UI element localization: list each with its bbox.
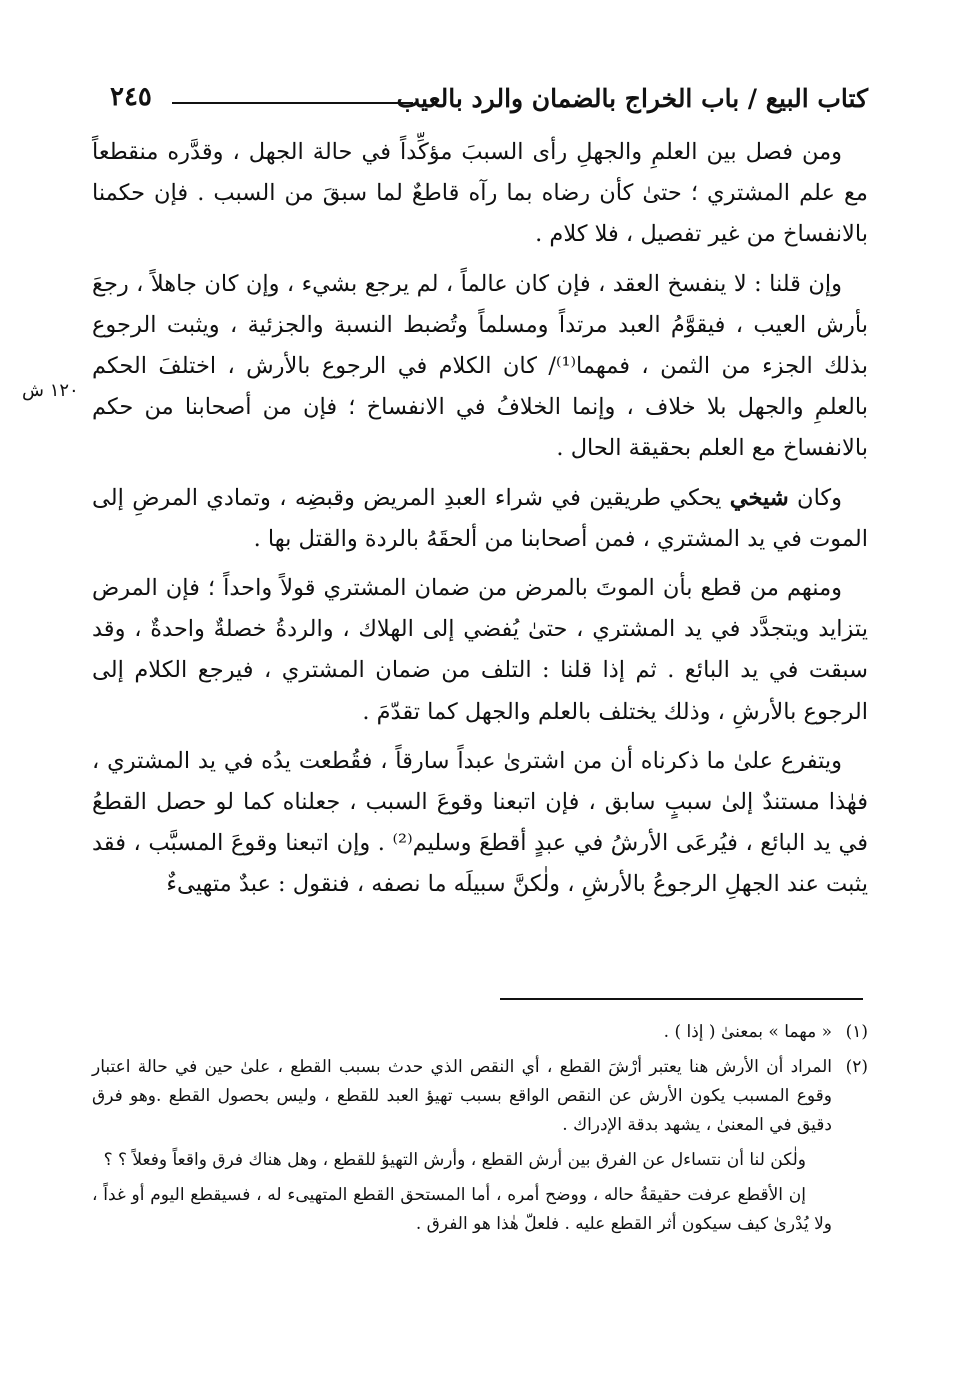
footnote-marker: (١) bbox=[845, 1022, 868, 1042]
footnote bbox=[92, 1018, 868, 1047]
footnote bbox=[92, 1053, 868, 1140]
footnote-continuation bbox=[92, 1181, 832, 1239]
footnote-separator bbox=[500, 998, 863, 1000]
paragraph: ومنهم من قطع بأن الموتَ بالمرض من ضمان المشتري قولاً واحداً ؛ فإن المرض يتزايد ويتجدَّد في يد المشتري ، حتىٰ يُفضي إلى الهلاك ، والردةُ خصلةٌ واحدةٌ ، وقد سبقت في يد البائع . ثم إذا قلنا : التلف من ضمان المشتري ، فيرجع الكلام إلى الرجوع بالأرشِ ، وذلك يختلف بالعلم والجهل كما تقدّمَ . bbox=[92, 575, 868, 725]
header-rule bbox=[172, 102, 413, 104]
footnote-text: المراد أن الأرش هنا يعتبر أرْشَ القطع ، أي النقص الذي حدث بسبب القطع ، علىٰ حين في حالة اعتبار وقوع المسبب يكون الأرش عن النقص الواقع بسبب تهيؤ العبد للقطع ، وليس بحصول القطع .وهو فرق دقيق في المعنىٰ ، يشهد بدقة الإدراك . bbox=[92, 1057, 832, 1135]
paragraph: وكان شيخي يحكي طريقين في شراء العبدِ المريض وقبضِه ، وتمادي المرضِ إلى الموت في يد المشتري ، فمن أصحابنا من ألحقَهُ بالردة والقتل بها . bbox=[92, 484, 868, 552]
footnote-marker: (٢) bbox=[845, 1057, 868, 1077]
footnote-paragraph: إن الأقطع عرفت حقيقةُ حاله ، ووضح أمره ، أما المستحق القطع المتهيىء له ، فسيقطع اليوم أو غداً ، ولا يُدْرىٰ كيف سيكون أثر القطع عليه . فلعلّ هٰذا هو الفرق . bbox=[92, 1185, 832, 1234]
running-title: كتاب البيع / باب الخراج بالضمان والرد بالعيب bbox=[396, 84, 868, 113]
footnotes bbox=[92, 1018, 868, 1245]
page-number: ٢٤٥ bbox=[110, 82, 152, 112]
main-text bbox=[92, 132, 868, 914]
paragraph: ويتفرع علىٰ ما ذكرناه أن من اشترىٰ عبداً سارقاً ، فقُطعت يدُه في يد المشتري ، فهٰذا مستندٌ إلىٰ سببٍ سابق ، فإن اتبعنا وقوعَ السبب ، جعلناه كما لو حصل القطعُ في يد البائع ، فيُرعَى الأرشُ في عبدٍ أقطعَ وسليم⁽²⁾ . وإن اتبعنا وقوعَ المسبَّب ، فقد يثبت عند الجهلِ الرجوعُ بالأرشِ ، ولٰكنَّ سبيلَه ما نصفه ، فنقول : عبدٌ متهيىءٌ bbox=[92, 747, 868, 898]
paragraph: وإن قلنا : لا ينفسخ العقد ، فإن كان عالماً ، لم يرجع بشيء ، وإن كان جاهلاً ، رجعَ بأرش العيب ، فيقوَّمُ العبد مرتداً ومسلماً وتُضبط النسبة والجزئية ، ويثبت الرجوع بذلك الجزء من الثمن ، فمهما⁽¹⁾/ كان الكلام في الرجوع بالأرش ، اختلفَ الحكم بالعلمِ والجهل بلا خلاف ، وإنما الخلافُ في الانفساخ ؛ فإن من أصحابنا من حكم بالانفساخ مع العلم بحقيقة الحال . bbox=[92, 270, 868, 462]
margin-note: ١٢٠ ش bbox=[22, 380, 79, 401]
footnote-paragraph: ولٰكن لنا أن نتساءل عن الفرق بين أرش القطع ، وأرش التهيؤ للقطع ، وهل هناك فرق واقعاً وفعلاً ؟ ؟ bbox=[103, 1150, 806, 1170]
footnote-text: « مهما » بمعنىٰ ( إذا ) . bbox=[663, 1022, 832, 1042]
paragraph: ومن فصل بين العلمِ والجهلِ رأى السببَ مؤكِّداً في حالة الجهل ، وقدَّره منقطعاً مع علم المشتري ؛ حتىٰ كأن رضاه بما رآه قاطعٌ لما سبقَ من السبب . فإن حكمنا بالانفساخ من غير تفصيل ، فلا كلام . bbox=[92, 139, 868, 248]
footnote-continuation bbox=[92, 1146, 832, 1175]
emphasized-word: شيخي bbox=[729, 484, 789, 511]
page-header bbox=[100, 80, 868, 120]
